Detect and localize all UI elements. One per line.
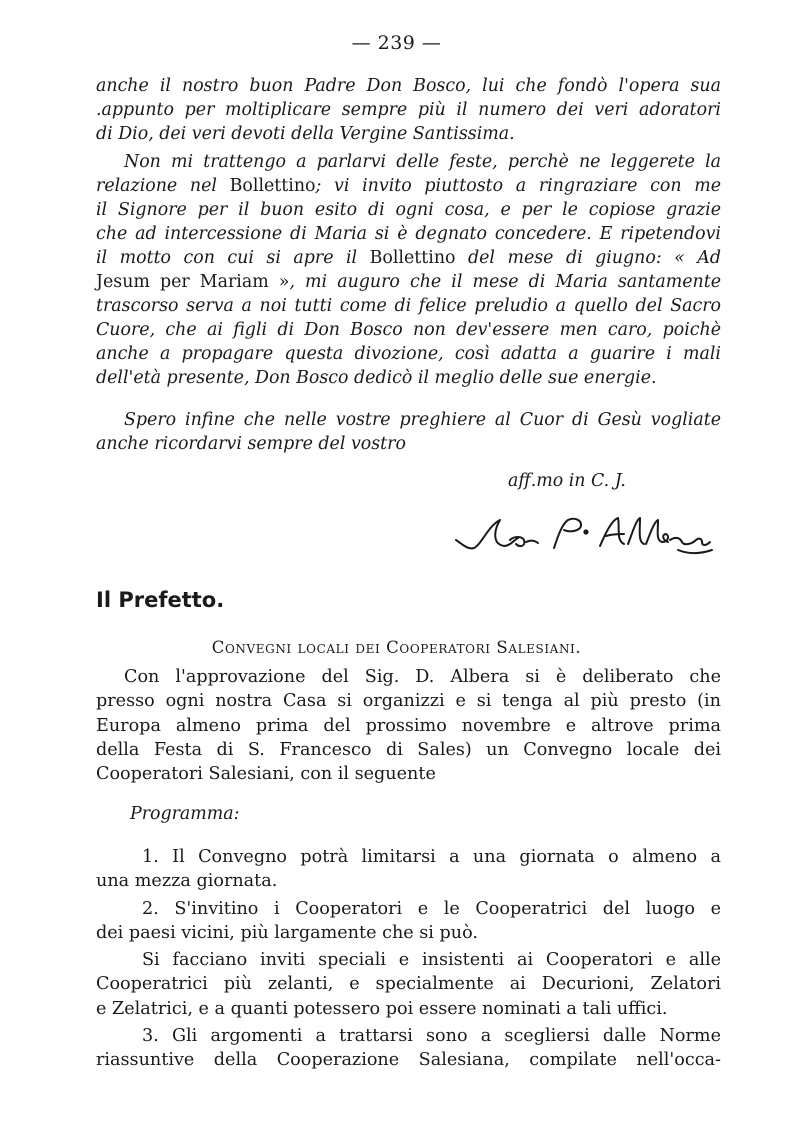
intro-paragraph [96,665,721,786]
section-heading: Il Prefetto. [96,588,225,612]
program-label: Programma: [130,804,240,824]
text-line: una mezza giornata. [96,871,278,892]
text-line: il Signore per il buon esito di ogni cosa, e per le copiose grazie [96,200,721,220]
text-line: anche il nostro buon Padre Don Bosco, lui che fondò l'opera sua [96,76,721,96]
letter-paragraph-2 [96,150,721,390]
text-line: 3. Gli argomenti a trattarsi sono a scegliersi dalle Norme [142,1026,721,1047]
text-line: anche a propagare questa divozione, così adatta a guarire i mali [96,344,721,364]
text-line: Cooperatori Salesiani, con il seguente [96,764,436,785]
text-fragment: il motto con cui si apre il [96,248,370,268]
text-line: trascorso serva a noi tutti come di felice preludio a quello del Sacro [96,296,721,316]
latin-motto: Jesum per Mariam » [96,272,290,292]
text-line: riassuntive della Cooperazione Salesiana, compilate nell'occa- [96,1050,721,1071]
list-item [96,845,721,894]
letter-paragraph-1 [96,74,721,146]
text-fragment: relazione nel [96,176,230,196]
list-item [96,1024,721,1073]
text-line: 1. Il Convegno potrà limitarsi a una giornata o almeno a [142,847,721,867]
text-line: anche ricordarvi sempre del vostro [96,434,406,454]
text-line: Con l'approvazione del Sig. D. Albera si è deliberato che [124,667,721,687]
list-item [96,897,721,946]
text-line: 2. S'invitino i Cooperatori e le Cooperatrici del luogo e [142,898,721,919]
text-line: Cuore, che ai figli di Don Bosco non dev'essere men caro, poichè [96,320,721,340]
text-line: e Zelatrici, e a quanti potessero poi essere nominati a tali uffici. [96,998,668,1019]
text-line [96,174,721,198]
text-fragment: del mese di giugno: « Ad [455,248,721,268]
text-fragment: , mi auguro che il mese di Maria santamente [289,272,721,292]
text-line: presso ogni nostra Casa si organizzi e si tenga al più presto (in [96,691,721,712]
section-title: Convegni locali dei Cooperatori Salesiani. [211,638,582,657]
list-item [96,948,721,1021]
bollettino-title: Bollettino [369,248,456,268]
text-line: dei paesi vicini, più largamente che si può. [96,922,478,943]
text-line: dell'età presente, Don Bosco dedicò il meglio delle sue energie. [96,368,657,388]
text-line: Si facciano inviti speciali e insistenti ai Cooperatori e alle [142,950,721,971]
handwritten-signature [448,510,718,570]
text-line: Europa almeno prima del prossimo novembre e altrove prima [96,715,721,736]
text-line [96,270,721,294]
closing-formula: aff.mo in C. J. [508,471,626,491]
text-line: Non mi trattengo a parlarvi delle feste, perchè ne leggerete la [124,152,721,172]
text-line [96,246,721,270]
letter-paragraph-3 [96,408,721,456]
text-line: di Dio, dei veri devoti della Vergine Santissima. [96,124,515,144]
page-number: — 239 — [351,32,442,54]
text-line: .appunto per moltiplicare sempre più il numero dei veri adoratori [96,100,721,120]
text-line: che ad intercessione di Maria si è degnato concedere. E ripetendovi [96,224,721,244]
text-line: Spero infine che nelle vostre preghiere al Cuor di Gesù vogliate [124,410,721,430]
text-fragment: ; vi invito piuttosto a ringraziare con me [315,176,721,196]
program-list [96,845,721,1073]
text-line: della Festa di S. Francesco di Sales) un Convegno locale dei [96,739,721,760]
bollettino-title: Bollettino [229,176,316,196]
text-line: Cooperatrici più zelanti, e specialmente ai Decurioni, Zelatori [96,974,721,995]
